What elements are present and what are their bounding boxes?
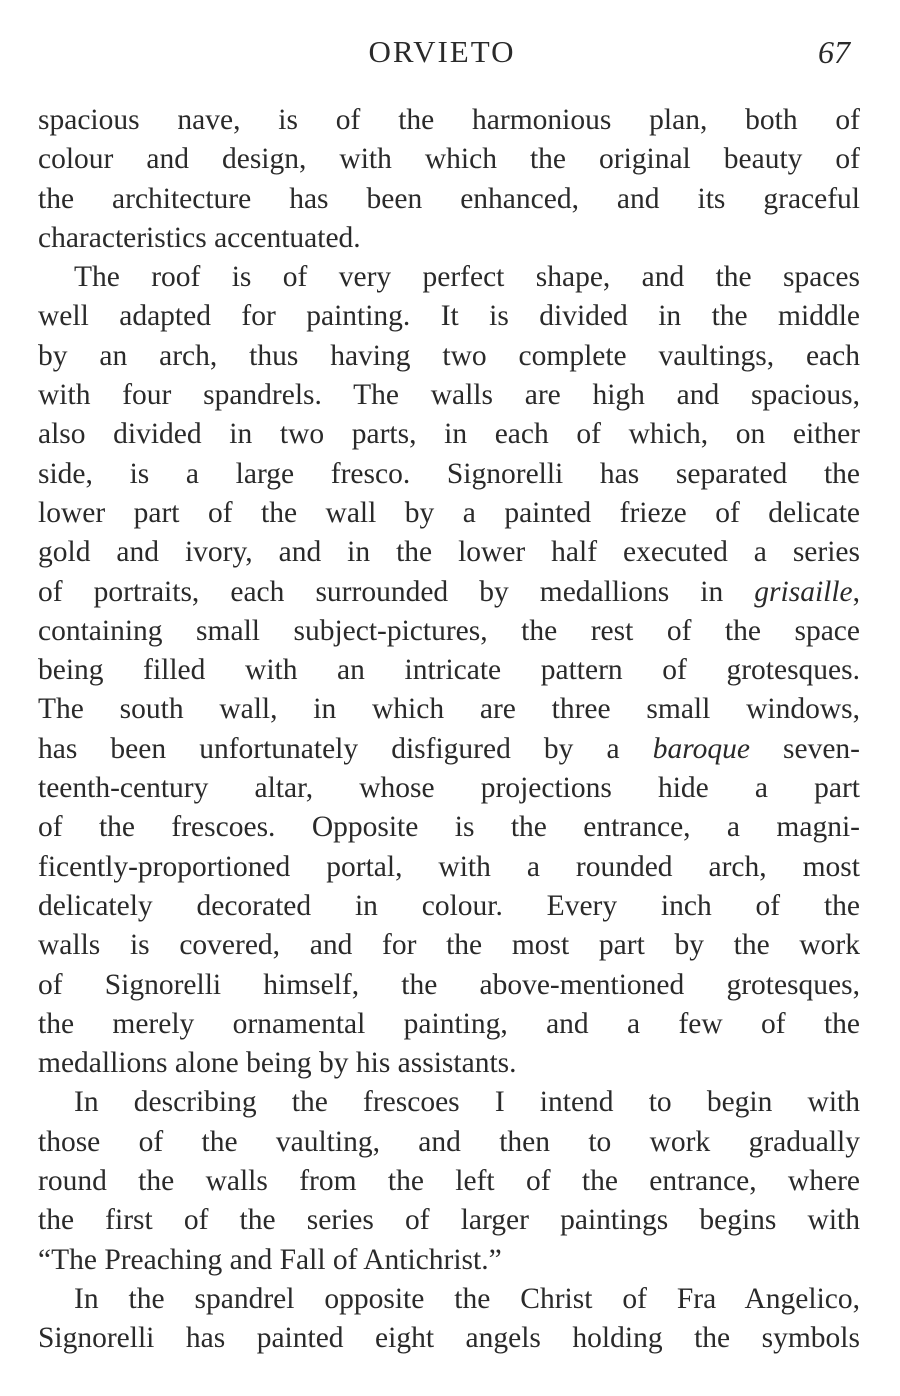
text-line: In describing the frescoes I intend to begin with	[74, 1086, 860, 1119]
paragraph	[38, 101, 860, 258]
text-line: containing small subject-pictures, the rest of the space	[38, 614, 860, 647]
text-line: of Signorelli himself, the above-mentioned grotesques,	[38, 968, 860, 1001]
text-line: medallions alone being by his assistants.	[38, 1047, 517, 1080]
paragraph	[38, 1280, 860, 1359]
page-header	[0, 26, 900, 76]
text-line: lower part of the wall by a painted frieze of delicate	[38, 496, 860, 529]
text-line: those of the vaulting, and then to work gradually	[38, 1125, 860, 1158]
text-line: gold and ivory, and in the lower half executed a series	[38, 536, 860, 569]
text-line: round the walls from the left of the entrance, where	[38, 1165, 860, 1198]
paragraph	[38, 1083, 860, 1279]
text-line: The roof is of very perfect shape, and the spaces	[74, 261, 860, 294]
text-line: In the spandrel opposite the Christ of Fra Angelico,	[74, 1282, 860, 1315]
page-number: 67	[818, 34, 850, 70]
text-line: delicately decorated in colour. Every inch of the	[38, 889, 860, 922]
text-line: The south wall, in which are three small windows,	[38, 693, 860, 726]
text-line: characteristics accentuated.	[38, 221, 361, 254]
text-line: spacious nave, is of the harmonious plan, both of	[38, 104, 860, 136]
text-line: walls is covered, and for the most part by the work	[38, 929, 860, 962]
text-line: the merely ornamental painting, and a few of the	[38, 1007, 860, 1040]
text-line: being filled with an intricate pattern of grotesques.	[38, 654, 860, 687]
text-line: teenth-century altar, whose projections hide a part	[38, 772, 860, 805]
paragraph	[38, 258, 860, 1083]
running-title: ORVIETO	[368, 34, 516, 69]
text-line: “The Preaching and Fall of Antichrist.”	[38, 1243, 502, 1276]
text-line: also divided in two parts, in each of which, on either	[38, 418, 860, 451]
text-line: Signorelli has painted eight angels holding the symbols	[38, 1322, 860, 1355]
text-line: the first of the series of larger paintings begins with	[38, 1204, 860, 1237]
text-line: with four spandrels. The walls are high and spacious,	[38, 379, 860, 412]
body-text	[38, 101, 860, 1359]
text-line: colour and design, with which the original beauty of	[38, 143, 860, 176]
italic-term: grisaille	[754, 575, 853, 608]
text-line: ficently-proportioned portal, with a rounded arch, most	[38, 850, 860, 883]
italic-term: baroque	[652, 732, 750, 765]
text-line: well adapted for painting. It is divided in the middle	[38, 300, 860, 333]
text-line: of portraits, each surrounded by medallions in grisaille,	[38, 575, 860, 608]
text-line: of the frescoes. Opposite is the entrance, a magni-	[38, 811, 860, 844]
text-line: the architecture has been enhanced, and its graceful	[38, 182, 860, 215]
text-line: has been unfortunately disfigured by a baroque seven-	[38, 732, 861, 765]
text-line: by an arch, thus having two complete vaultings, each	[38, 339, 860, 372]
text-line: side, is a large fresco. Signorelli has separated the	[38, 457, 860, 490]
